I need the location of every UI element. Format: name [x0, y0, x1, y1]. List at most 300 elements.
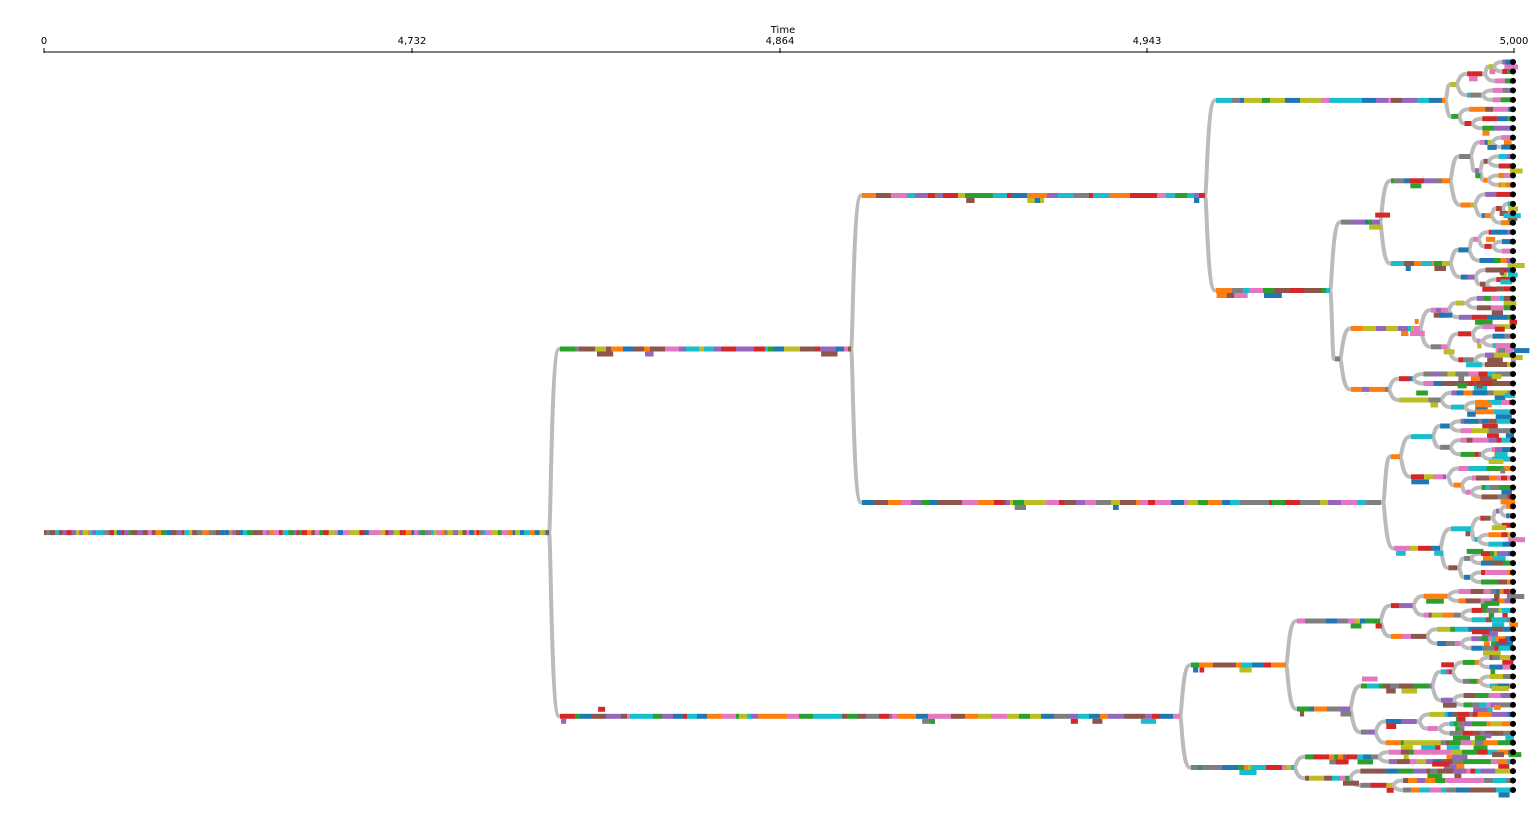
mutation-marker	[1458, 357, 1463, 362]
sample-tip[interactable]	[1510, 626, 1516, 632]
mutation-marker	[1481, 409, 1494, 414]
mutation-marker	[1360, 769, 1373, 774]
sample-tip[interactable]	[1510, 135, 1516, 141]
sample-tip[interactable]	[1510, 125, 1516, 131]
mutation-marker	[1435, 778, 1445, 783]
mutation-marker	[1007, 193, 1011, 198]
mutation-marker	[1506, 513, 1509, 518]
sample-tip[interactable]	[1510, 428, 1516, 434]
sample-tip[interactable]	[1510, 276, 1516, 282]
mutation-marker	[1417, 759, 1426, 764]
mutation-marker	[1497, 759, 1507, 764]
mutation-marker	[1173, 714, 1180, 719]
mutation-marker	[189, 530, 192, 535]
sample-tip[interactable]	[1510, 674, 1516, 680]
mutation-marker	[1286, 765, 1291, 770]
mutation-marker	[1466, 362, 1482, 367]
mutation-marker	[1499, 793, 1510, 798]
mutation-marker	[1456, 764, 1464, 769]
tree-branch	[1286, 665, 1350, 709]
tree-branch	[1205, 195, 1330, 290]
mutation-marker	[1335, 356, 1340, 361]
sample-tip[interactable]	[1510, 532, 1516, 538]
mutation-marker	[721, 347, 736, 352]
mutation-marker	[1322, 288, 1326, 293]
mutation-marker	[1391, 634, 1402, 639]
sample-tip[interactable]	[1510, 144, 1516, 150]
mutation-marker	[1486, 428, 1489, 433]
mutation-marker	[1499, 164, 1507, 169]
sample-tip[interactable]	[1510, 59, 1516, 65]
mutation-marker	[1054, 714, 1070, 719]
mutation-marker	[1410, 183, 1421, 188]
sample-tip[interactable]	[1510, 154, 1516, 160]
sample-tip[interactable]	[1510, 645, 1516, 651]
mutation-marker	[1329, 754, 1334, 759]
mutation-marker	[1449, 669, 1452, 674]
sample-tip[interactable]	[1510, 730, 1516, 736]
mutation-marker	[439, 530, 441, 535]
sample-tip[interactable]	[1510, 475, 1516, 481]
mutation-marker	[1459, 315, 1472, 320]
mutation-marker	[1385, 769, 1398, 774]
sample-tip[interactable]	[1510, 239, 1516, 245]
mutation-marker	[1386, 689, 1396, 694]
mutation-marker	[1504, 589, 1510, 594]
mutation-marker	[892, 714, 897, 719]
mutation-marker	[1412, 398, 1428, 403]
mutation-marker	[1351, 220, 1365, 225]
sample-tip[interactable]	[1510, 229, 1516, 235]
mutation-marker	[1413, 769, 1426, 774]
tree-branch	[1330, 222, 1380, 290]
sample-tip[interactable]	[1510, 258, 1516, 264]
mutation-marker	[1401, 740, 1404, 745]
mutation-marker	[1494, 126, 1509, 131]
mutation-marker	[645, 352, 654, 357]
sample-tip[interactable]	[1510, 380, 1516, 386]
mutation-marker	[1498, 173, 1504, 178]
sample-tip[interactable]	[1510, 97, 1516, 103]
mutation-marker	[1491, 759, 1497, 764]
mutation-marker	[1501, 400, 1509, 405]
mutation-marker	[1429, 750, 1443, 755]
mutation-marker	[1240, 500, 1254, 505]
sample-tip[interactable]	[1510, 636, 1516, 642]
mutation-marker	[148, 530, 152, 535]
mutation-marker	[1437, 627, 1450, 632]
mutation-marker	[1461, 428, 1472, 433]
mutation-marker	[940, 193, 943, 198]
mutation-marker	[294, 530, 297, 535]
mutation-marker	[1118, 193, 1130, 198]
sample-tip[interactable]	[1510, 295, 1516, 301]
mutation-marker	[1484, 589, 1491, 594]
mutation-marker	[972, 193, 977, 198]
mutation-marker	[1477, 338, 1480, 343]
mutation-marker	[1486, 485, 1490, 490]
mutation-marker	[922, 714, 928, 719]
mutation-marker	[1499, 639, 1507, 644]
sample-tip[interactable]	[1510, 702, 1516, 708]
sample-tip[interactable]	[1510, 418, 1516, 424]
sample-tip[interactable]	[1510, 692, 1516, 698]
sample-tip[interactable]	[1510, 759, 1516, 765]
sample-tip[interactable]	[1510, 513, 1516, 519]
mutation-marker	[1272, 500, 1285, 505]
mutation-marker	[1500, 655, 1512, 660]
mutation-marker	[209, 530, 212, 535]
mutation-marker	[1474, 381, 1477, 386]
mutation-marker	[1408, 778, 1417, 783]
mutation-marker	[1494, 551, 1497, 556]
sample-tip[interactable]	[1510, 399, 1516, 405]
sample-tip[interactable]	[1510, 598, 1516, 604]
mutation-marker	[579, 347, 595, 352]
mutation-marker	[1466, 598, 1481, 603]
mutation-marker	[1474, 731, 1481, 736]
mutation-marker	[1434, 381, 1439, 386]
mutation-marker	[1475, 173, 1480, 178]
mutation-marker	[1451, 526, 1464, 531]
sample-tip[interactable]	[1510, 588, 1516, 594]
mutation-marker	[1467, 93, 1470, 98]
mutation-marker	[1477, 296, 1484, 301]
axis-tick-label: 4,864	[765, 36, 795, 47]
mutation-marker	[1477, 750, 1488, 755]
mutation-marker	[1475, 660, 1479, 665]
mutation-marker	[307, 530, 311, 535]
mutation-marker	[1501, 220, 1505, 225]
mutation-marker	[1270, 98, 1285, 103]
mutation-marker	[1375, 213, 1390, 218]
mutation-marker	[1432, 613, 1443, 618]
mutation-marker	[1323, 754, 1329, 759]
mutation-marker	[1471, 203, 1475, 208]
mutation-marker	[1485, 192, 1496, 197]
mutation-marker	[1362, 387, 1369, 392]
mutation-marker	[1370, 783, 1386, 788]
mutation-marker	[1274, 288, 1290, 293]
mutation-marker	[1472, 702, 1480, 707]
mutation-marker	[1459, 589, 1471, 594]
mutation-marker	[1398, 326, 1408, 331]
sample-tip[interactable]	[1510, 68, 1516, 74]
mutation-marker	[1461, 419, 1464, 424]
sample-tip[interactable]	[1510, 768, 1516, 774]
mutation-marker	[1461, 740, 1472, 745]
mutation-marker	[1514, 348, 1530, 353]
mutation-marker	[1489, 438, 1497, 443]
mutation-marker	[1376, 624, 1382, 629]
mutation-marker	[829, 714, 842, 719]
mutation-marker	[1415, 319, 1419, 324]
sample-tip[interactable]	[1510, 116, 1516, 122]
mutation-marker	[1058, 193, 1074, 198]
tree-branch	[1450, 181, 1474, 205]
mutation-marker	[1424, 372, 1428, 377]
mutation-marker	[1491, 641, 1497, 646]
mutation-marker	[1340, 776, 1345, 781]
sample-tip[interactable]	[1510, 314, 1516, 320]
mutation-marker	[400, 530, 403, 535]
sample-tip[interactable]	[1510, 541, 1516, 547]
mutation-marker	[1464, 693, 1476, 698]
mutation-marker	[1492, 622, 1504, 627]
mutation-marker	[939, 714, 951, 719]
mutation-marker	[1444, 349, 1455, 354]
sample-tip[interactable]	[1510, 201, 1516, 207]
mutation-marker	[1145, 714, 1152, 719]
sample-tip[interactable]	[1510, 191, 1516, 197]
sample-tip[interactable]	[1510, 343, 1516, 349]
sample-tip[interactable]	[1510, 749, 1516, 755]
mutation-marker	[1222, 500, 1230, 505]
mutation-marker	[1496, 414, 1512, 419]
mutation-marker	[1411, 479, 1429, 484]
sample-tip[interactable]	[1510, 721, 1516, 727]
sample-tip[interactable]	[1510, 248, 1516, 254]
mutation-marker	[1501, 182, 1505, 187]
mutation-marker	[686, 347, 699, 352]
sample-tip[interactable]	[1510, 390, 1516, 396]
mutation-marker	[403, 530, 406, 535]
mutation-marker	[928, 193, 935, 198]
sample-tip[interactable]	[1510, 484, 1516, 490]
mutation-marker	[540, 530, 546, 535]
mutation-marker	[1493, 778, 1506, 783]
mutation-marker	[1386, 719, 1402, 724]
mutation-marker	[662, 714, 673, 719]
mutation-marker	[1465, 121, 1472, 126]
sample-tip[interactable]	[1510, 664, 1516, 670]
mutation-marker	[1078, 714, 1089, 719]
mutation-marker	[1218, 765, 1222, 770]
mutation-marker	[474, 530, 476, 535]
mutation-marker	[1463, 660, 1475, 665]
sample-tip[interactable]	[1510, 494, 1516, 500]
mutation-marker	[274, 530, 279, 535]
sample-tip[interactable]	[1510, 172, 1516, 178]
mutation-marker	[1472, 315, 1483, 320]
sample-tip[interactable]	[1510, 267, 1516, 273]
mutation-marker	[1424, 474, 1433, 479]
mutation-marker	[1502, 532, 1508, 537]
mutation-marker	[266, 530, 269, 535]
sample-tip[interactable]	[1510, 683, 1516, 689]
mutation-marker	[375, 530, 381, 535]
sample-tip[interactable]	[1510, 437, 1516, 443]
mutation-marker	[1489, 64, 1493, 69]
sample-tip[interactable]	[1510, 607, 1516, 613]
mutation-marker	[434, 530, 436, 535]
mutation-marker	[1425, 778, 1435, 783]
mutation-marker	[156, 530, 162, 535]
mutation-marker	[1404, 261, 1414, 266]
mutation-marker	[385, 530, 388, 535]
mutation-marker	[1447, 745, 1460, 750]
mutation-marker	[1461, 452, 1475, 457]
sample-tip[interactable]	[1510, 655, 1516, 661]
axis-tick-label: 0	[40, 36, 48, 47]
sample-tip[interactable]	[1510, 305, 1516, 311]
mutation-marker	[1297, 707, 1309, 712]
mutation-marker	[1486, 617, 1492, 622]
mutation-marker	[1239, 668, 1251, 673]
mutation-marker	[1496, 343, 1511, 348]
mutation-marker	[1285, 98, 1300, 103]
mutation-marker	[1391, 178, 1394, 183]
sample-tip[interactable]	[1510, 778, 1516, 784]
mutation-marker	[977, 193, 993, 198]
mutation-marker	[1463, 731, 1474, 736]
mutation-marker	[815, 347, 820, 352]
mutation-marker	[739, 714, 747, 719]
sample-tip[interactable]	[1510, 456, 1516, 462]
sample-tip[interactable]	[1510, 740, 1516, 746]
mutation-marker	[874, 500, 888, 505]
mutation-marker	[630, 714, 644, 719]
sample-tip[interactable]	[1510, 163, 1516, 169]
mutation-marker	[836, 347, 844, 352]
mutation-marker	[1492, 447, 1495, 452]
sample-tip[interactable]	[1510, 352, 1516, 358]
sample-tip[interactable]	[1510, 447, 1516, 453]
mutation-marker	[1313, 754, 1323, 759]
mutation-marker	[1469, 372, 1479, 377]
mutation-marker	[535, 530, 540, 535]
sample-tip[interactable]	[1510, 503, 1516, 509]
mutation-marker	[1494, 646, 1498, 651]
mutation-marker	[1502, 660, 1513, 665]
mutation-marker	[1497, 476, 1501, 481]
sample-tip[interactable]	[1510, 466, 1516, 472]
mutation-marker	[1506, 65, 1513, 70]
mutation-marker	[1424, 750, 1429, 755]
sample-tip[interactable]	[1510, 522, 1516, 528]
mutation-marker	[479, 530, 484, 535]
mutation-marker	[1480, 636, 1488, 641]
mutation-marker	[1477, 679, 1479, 684]
sample-tip[interactable]	[1510, 787, 1516, 793]
sample-tip[interactable]	[1510, 617, 1516, 623]
mutation-marker	[1411, 474, 1424, 479]
mutation-marker	[633, 347, 644, 352]
sample-tip[interactable]	[1510, 286, 1516, 292]
sample-tip[interactable]	[1510, 210, 1516, 216]
mutation-marker	[1471, 646, 1482, 651]
sample-tip[interactable]	[1510, 579, 1516, 585]
mutation-marker	[592, 714, 596, 719]
mutation-marker	[1495, 395, 1506, 400]
mutation-marker	[1429, 613, 1432, 618]
mutation-marker	[498, 530, 502, 535]
sample-tip[interactable]	[1510, 333, 1516, 339]
mutation-marker	[1489, 459, 1504, 464]
mutation-marker	[1248, 765, 1251, 770]
mutation-marker	[1152, 714, 1160, 719]
mutation-marker	[953, 500, 962, 505]
mutation-marker	[621, 714, 627, 719]
mutation-marker	[1506, 504, 1509, 509]
mutation-marker	[1346, 754, 1357, 759]
mutation-marker	[1362, 677, 1378, 682]
mutation-marker	[1480, 516, 1484, 521]
mutation-marker	[1480, 282, 1486, 287]
mutation-marker	[1389, 750, 1401, 755]
mutation-marker	[1471, 636, 1480, 641]
mutation-marker	[1426, 759, 1433, 764]
sample-tip[interactable]	[1510, 409, 1516, 415]
sample-tip[interactable]	[1510, 182, 1516, 188]
mutation-marker	[1239, 770, 1256, 775]
mutation-marker	[1484, 778, 1493, 783]
sample-tip[interactable]	[1510, 106, 1516, 112]
mutation-marker	[1497, 580, 1507, 585]
mutation-marker	[1417, 98, 1429, 103]
mutation-marker	[1475, 769, 1480, 774]
mutation-marker	[492, 530, 498, 535]
mutation-marker	[1481, 570, 1485, 575]
sample-tip[interactable]	[1510, 87, 1516, 93]
mutation-marker	[1300, 98, 1315, 103]
mutation-marker	[1408, 326, 1411, 331]
mutation-marker	[1216, 98, 1232, 103]
mutation-marker	[1491, 670, 1496, 675]
mutation-marker	[1476, 402, 1492, 407]
mutation-marker	[232, 530, 235, 535]
mutation-marker	[1494, 409, 1509, 414]
mutation-marker	[448, 530, 453, 535]
mutation-marker	[1463, 357, 1473, 362]
mutation-marker	[1305, 619, 1318, 624]
time-axis	[41, 25, 1529, 53]
sample-tip[interactable]	[1510, 362, 1516, 368]
mutation-marker	[203, 530, 209, 535]
sample-tip[interactable]	[1510, 551, 1516, 557]
mutation-marker	[1431, 546, 1440, 551]
mutation-marker	[197, 530, 203, 535]
sample-tip[interactable]	[1510, 371, 1516, 377]
mutation-marker	[1487, 145, 1496, 150]
mutation-marker	[1011, 193, 1027, 198]
mutation-marker	[1496, 589, 1500, 594]
mutation-marker	[1441, 788, 1446, 793]
sample-tip[interactable]	[1510, 220, 1516, 226]
mutation-marker	[1202, 765, 1218, 770]
sample-tip[interactable]	[1510, 324, 1516, 330]
mutation-marker	[1487, 466, 1491, 471]
sample-tip[interactable]	[1510, 711, 1516, 717]
mutation-marker	[754, 347, 765, 352]
mutation-marker	[1470, 769, 1475, 774]
mutation-marker	[1007, 714, 1019, 719]
mutation-marker	[951, 714, 965, 719]
sample-tip[interactable]	[1510, 78, 1516, 84]
mutation-marker	[1341, 500, 1357, 505]
mutation-marker	[1459, 598, 1466, 603]
mutation-marker	[1429, 684, 1432, 689]
mutation-marker	[1480, 140, 1485, 145]
mutation-marker	[184, 530, 189, 535]
sample-tip[interactable]	[1510, 570, 1516, 576]
sample-tip[interactable]	[1510, 560, 1516, 566]
mutation-marker	[902, 500, 911, 505]
axis-tick	[1500, 36, 1529, 53]
mutation-marker	[1501, 258, 1507, 263]
mutation-marker	[1414, 261, 1422, 266]
mutation-marker	[1492, 374, 1502, 379]
